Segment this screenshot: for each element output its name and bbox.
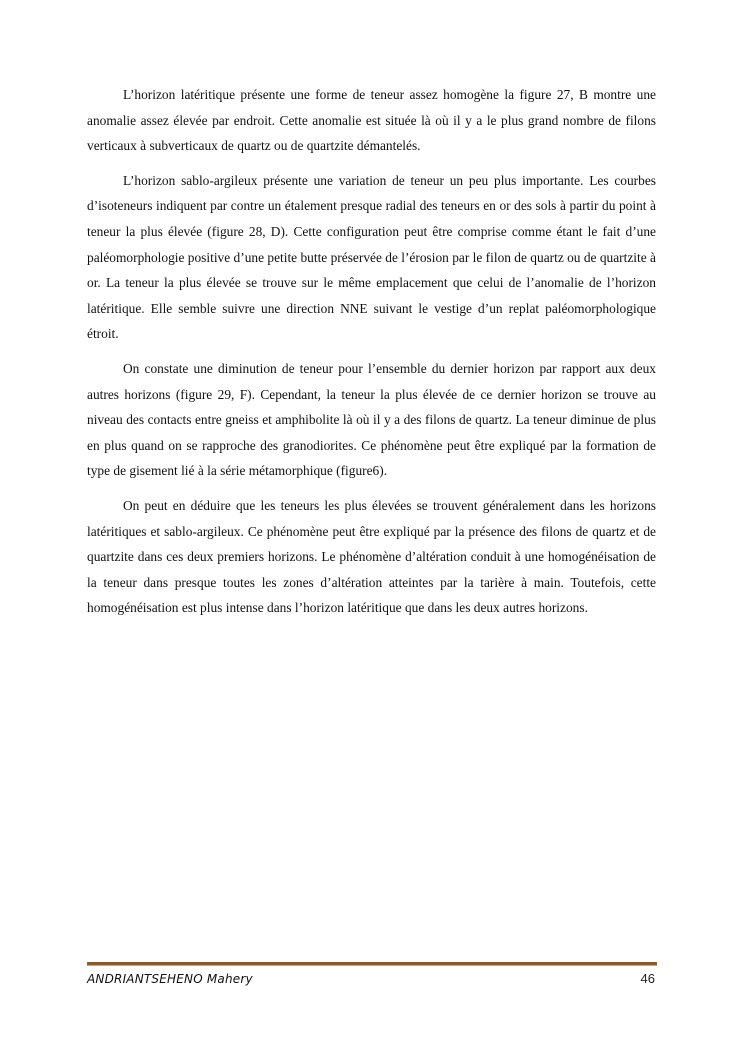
paragraph-sandy-clay-horizon: L’horizon sablo-argileux présente une variation de teneur un peu plus importante. Les courbes d’isoteneurs indiquent par contre un étalement presque radial des teneurs en or des sols à partir du point à teneur la plus élevée (figure 28, D). Cette configuration peut être comprise comme étant le fait d’une paléomorphologie positive d’une petite butte préservée de l’érosion par le filon de quartz ou de quartzite à or. La teneur la plus élevée se trouve sur le même emplacement que celui de l’anomalie de l’horizon latéritique. Elle semble suivre une direction NNE suivant le vestige d’un replat paléomorphologique étroit. <box>87 172 656 342</box>
paragraph-lateritic-horizon: L’horizon latéritique présente une forme de teneur assez homogène la figure 27, B montre une anomalie assez élevée par endroit. Cette anomalie est située là où il y a le plus grand nombre de filons verticaux à subverticaux de quartz ou de quartzite démantelés. <box>87 87 656 154</box>
footer-author: ANDRIANTSEHENO Mahery <box>87 972 253 986</box>
page-body <box>87 82 656 630</box>
footer-row <box>87 970 657 990</box>
page-footer <box>87 962 657 990</box>
page-number: 46 <box>640 971 655 986</box>
paragraph-last-horizon: On constate une diminution de teneur pour l’ensemble du dernier horizon par rapport aux deux autres horizons (figure 29, F). Cependant, la teneur la plus élevée de ce dernier horizon se trouve au niveau des contacts entre gneiss et amphibolite là où il y a des filons de quartz. La teneur diminue de plus en plus quand on se rapproche des granodiorites. Ce phénomène peut être expliqué par la formation de type de gisement lié à la série métamorphique (figure6). <box>87 360 656 479</box>
paragraph-conclusion: On peut en déduire que les teneurs les plus élevées se trouvent généralement dans les horizons latéritiques et sablo-argileux. Ce phénomène peut être expliqué par la présence des filons de quartz et de quartzite dans ces deux premiers horizons. Le phénomène d’altération conduit à une homogénéisation de la teneur dans presque toutes les zones d’altération atteintes par la tarière à main. Toutefois, cette homogénéisation est plus intense dans l’horizon latéritique que dans les deux autres horizons. <box>87 497 656 616</box>
footer-divider <box>87 962 657 966</box>
